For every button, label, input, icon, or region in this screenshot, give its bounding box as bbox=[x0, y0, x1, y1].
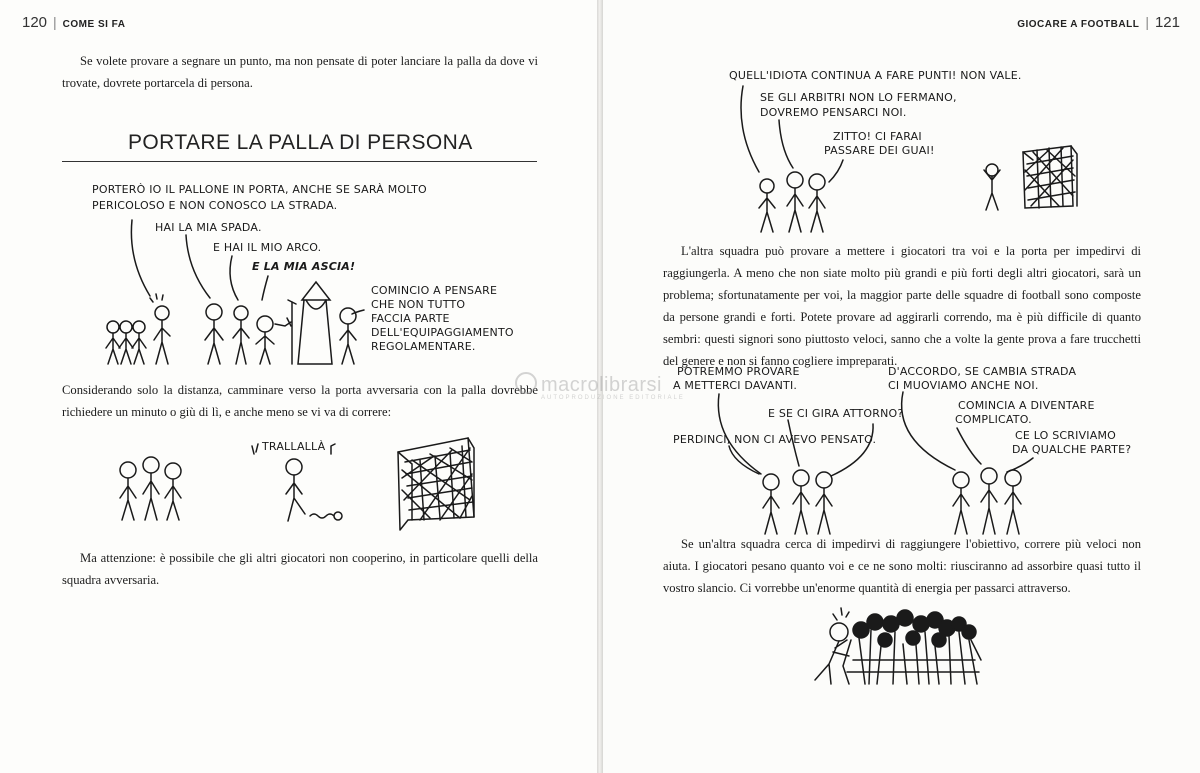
page-number: 120 bbox=[22, 14, 48, 31]
goal-net-icon bbox=[398, 438, 474, 530]
comic4-b1b: CI MUOVIAMO ANCHE NOI. bbox=[888, 379, 1039, 392]
paragraph-2: Se un'altra squadra cerca di impedirvi di raggiungere l'obiettivo, correre più veloci non aiuta. I giocatori pesano quanto voi e ce ne sono molti: riusciranno ad assorbire quasi tutto il vostro slancio. Ci vorrebbe un'enorme quantità di energia per passarci attraverso. bbox=[663, 537, 1141, 595]
comic1-speech-5c: FACCIA PARTE bbox=[371, 312, 450, 325]
comic2-song: TRALLALLÀ bbox=[262, 440, 326, 453]
running-head-right: GIOCARE A FOOTBALL | 121 bbox=[1017, 14, 1180, 31]
comic4-a3: PERDINCI, NON CI AVEVO PENSATO. bbox=[673, 433, 877, 446]
comic1-speech-1: PORTERÒ IO IL PALLONE IN PORTA, ANCHE SE SARÀ MOLTO bbox=[92, 183, 427, 196]
comic1-speech-5e: REGOLAMENTARE. bbox=[371, 340, 476, 353]
comic4-b3: CE LO SCRIVIAMO bbox=[1015, 429, 1117, 442]
comic4-a1: POTREMMO PROVARE bbox=[677, 365, 800, 378]
paragraph-2: Considerando solo la distanza, camminare verso la porta avversaria con la palla dovrebbe richiedere un minuto o giù di lì, e anche meno se vi va di correre: bbox=[62, 383, 538, 419]
comic4-b3b: DA QUALCHE PARTE? bbox=[1012, 443, 1132, 456]
right-page bbox=[603, 0, 1200, 773]
running-head-title: GIOCARE A FOOTBALL bbox=[1017, 19, 1140, 30]
running-head-title: COME SI FA bbox=[62, 19, 126, 30]
watermark-text: macrolibrarsi bbox=[541, 374, 662, 396]
comic1-speech-5a: COMINCIO A PENSARE bbox=[371, 284, 498, 297]
paragraph-1: L'altra squadra può provare a mettere i giocatori tra voi e la porta per impedirvi di raggiungerla. A meno che non siate molto più grandi e più forti degli altri giocatori, sarà un problema; sfortunatamente per voi, la maggior parte delle squadre di football sono composte da persone grandi e forti. Potete provare ad aggirarli correndo, ma è più difficile di quanto sembri: questi signori sono piuttosto veloci, sanno che a volte la gente prova a fare trucchetti del genere e non si fanno cogliere impreparati. bbox=[663, 244, 1141, 368]
comic1-speech-3: E HAI IL MIO ARCO. bbox=[213, 241, 322, 254]
comic4-a2: E SE CI GIRA ATTORNO? bbox=[768, 407, 904, 420]
comic3-speech-3b: PASSARE DEI GUAI! bbox=[824, 144, 935, 157]
comic3-speech-1: QUELL'IDIOTA CONTINUA A FARE PUNTI! NON VALE. bbox=[729, 69, 1022, 82]
running-head-left: 120 | COME SI FA bbox=[22, 14, 126, 31]
comic4-b1: D'ACCORDO, SE CAMBIA STRADA bbox=[888, 365, 1077, 378]
section-heading: PORTARE LA PALLA DI PERSONA bbox=[62, 131, 537, 162]
comic1-speech-5b: CHE NON TUTTO bbox=[371, 298, 466, 311]
comic3-speech-2a: SE GLI ARBITRI NON LO FERMANO, bbox=[760, 91, 957, 104]
comic1-speech-4: E LA MIA ASCIA! bbox=[252, 260, 356, 273]
left-page bbox=[0, 0, 597, 773]
comic4-a1b: A METTERCI DAVANTI. bbox=[673, 379, 798, 392]
paragraph-3: Ma attenzione: è possibile che gli altri giocatori non cooperino, in particolare quelli della squadra avversaria. bbox=[62, 551, 538, 587]
comic4-b2: COMINCIA A DIVENTARE bbox=[958, 399, 1095, 412]
comic2-illustration bbox=[0, 0, 597, 773]
watermark-logo-icon bbox=[515, 372, 537, 394]
comic1-speech-5d: DELL'EQUIPAGGIAMENTO bbox=[371, 326, 514, 339]
pileup-illustration bbox=[603, 0, 1200, 773]
comic3-speech-3a: ZITTO! CI FARAI bbox=[833, 130, 922, 143]
page-number: 121 bbox=[1154, 14, 1180, 31]
comic1-speech-1b: PERICOLOSO E NON CONOSCO LA STRADA. bbox=[92, 199, 338, 212]
watermark-subtext: AUTOPRODUZIONE EDITORIALE bbox=[541, 395, 685, 401]
watermark bbox=[515, 372, 685, 401]
comic3-speech-2b: DOVREMO PENSARCI NOI. bbox=[760, 106, 907, 119]
comic4-b2b: COMPLICATO. bbox=[955, 413, 1032, 426]
intro-paragraph: Se volete provare a segnare un punto, ma non pensate di poter lanciare la palla da dove vi trovate, dovrete portarcela di persona. bbox=[62, 54, 538, 90]
comic1-speech-2: HAI LA MIA SPADA. bbox=[155, 221, 262, 234]
